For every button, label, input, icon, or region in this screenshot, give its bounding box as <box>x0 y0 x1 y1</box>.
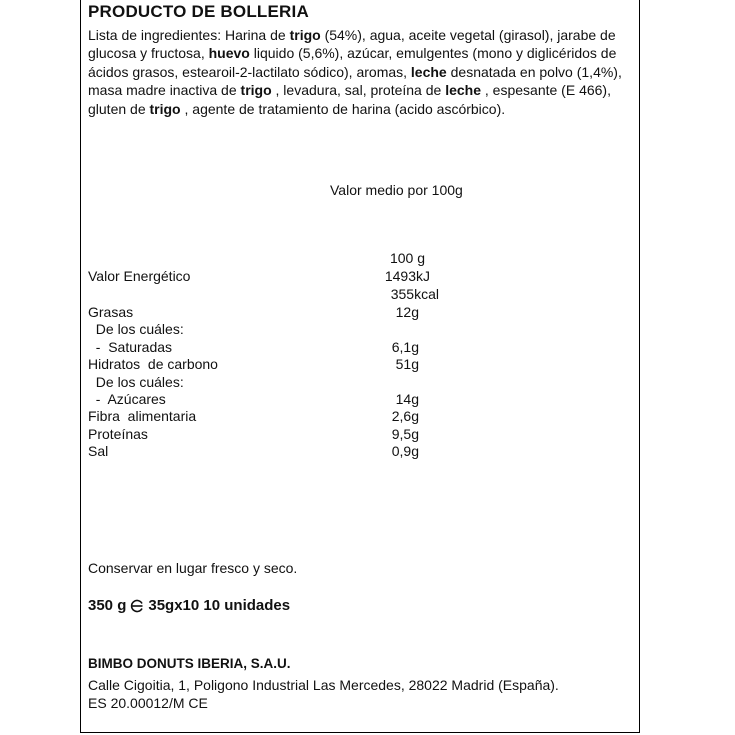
nutrient-value: 51g <box>395 356 419 373</box>
company-address: Calle Cigoitia, 1, Poligono Industrial Las Mercedes, 28022 Madrid (España). <box>88 677 559 693</box>
ingredient-text: , levadura, sal, proteína de <box>271 82 446 99</box>
ingredients-list <box>88 26 636 118</box>
energy-kj-value: 1493kJ <box>384 268 430 284</box>
allergen-text: trigo <box>240 82 272 99</box>
nutrition-heading: Valor medio por 100g <box>330 182 463 198</box>
ingredient-text: , espesante (E 466), gluten de <box>88 82 611 117</box>
energy-label: Valor Energético <box>88 268 191 284</box>
storage-instructions: Conservar en lugar fresco y seco. <box>88 560 298 576</box>
nutrient-label: Fibra alimentaria <box>88 408 197 425</box>
nutrient-label: - Saturadas <box>88 338 173 355</box>
allergen-text: leche <box>410 63 447 80</box>
allergen-text: trigo <box>149 100 181 117</box>
nutrient-label: De los cuáles: <box>88 321 184 338</box>
ingredient-text: , agente de tratamiento de harina (acido ascórbico). <box>180 100 506 117</box>
company-name: BIMBO DONUTS IBERIA, S.A.U. <box>88 656 291 671</box>
nutrient-value: 6,1g <box>391 338 419 355</box>
product-title: PRODUCTO DE BOLLERIA <box>88 2 309 21</box>
net-weight <box>88 597 290 614</box>
nutrient-label: Hidratos de carbono <box>88 356 218 373</box>
ingredient-text: Lista de ingredientes: Harina de <box>88 27 290 43</box>
nutrient-value: 12g <box>395 304 419 320</box>
ingredient-text: (54%), agua, aceite vegetal (girasol), jarabe de glucosa y fructosa, <box>88 27 616 62</box>
energy-kcal-value: 355kcal <box>390 286 439 302</box>
allergen-text: leche <box>445 82 482 99</box>
ingredient-text: desnatada en polvo (1,4%), masa madre inactiva de <box>88 63 622 99</box>
net-weight-value: 350 g <box>88 597 127 614</box>
nutrition-column-header: 100 g <box>389 250 425 266</box>
nutrient-label: Grasas <box>88 304 134 320</box>
nutrient-value: 0,9g <box>391 443 419 460</box>
sanitary-registry: ES 20.00012/M CE <box>88 695 208 711</box>
nutrient-label: De los cuáles: <box>88 373 184 390</box>
allergen-text: huevo <box>208 45 250 62</box>
pack-detail: 35gx10 10 unidades <box>148 597 291 614</box>
nutrient-label: - Azúcares <box>88 391 166 407</box>
ingredient-text: liquido (5,6%), azúcar, emulgentes (mono y diglicéridos de ácidos grasos, estearoil-2-lactilato sódico), aromas, <box>88 45 617 80</box>
nutrient-value: 9,5g <box>391 425 419 442</box>
allergen-text: trigo <box>289 27 321 43</box>
nutrient-label: Proteínas <box>88 425 148 442</box>
e-mark-icon <box>129 599 145 613</box>
nutrient-value: 2,6g <box>391 408 419 425</box>
nutrient-value: 14g <box>395 391 419 407</box>
nutrient-label: Sal <box>88 443 109 460</box>
